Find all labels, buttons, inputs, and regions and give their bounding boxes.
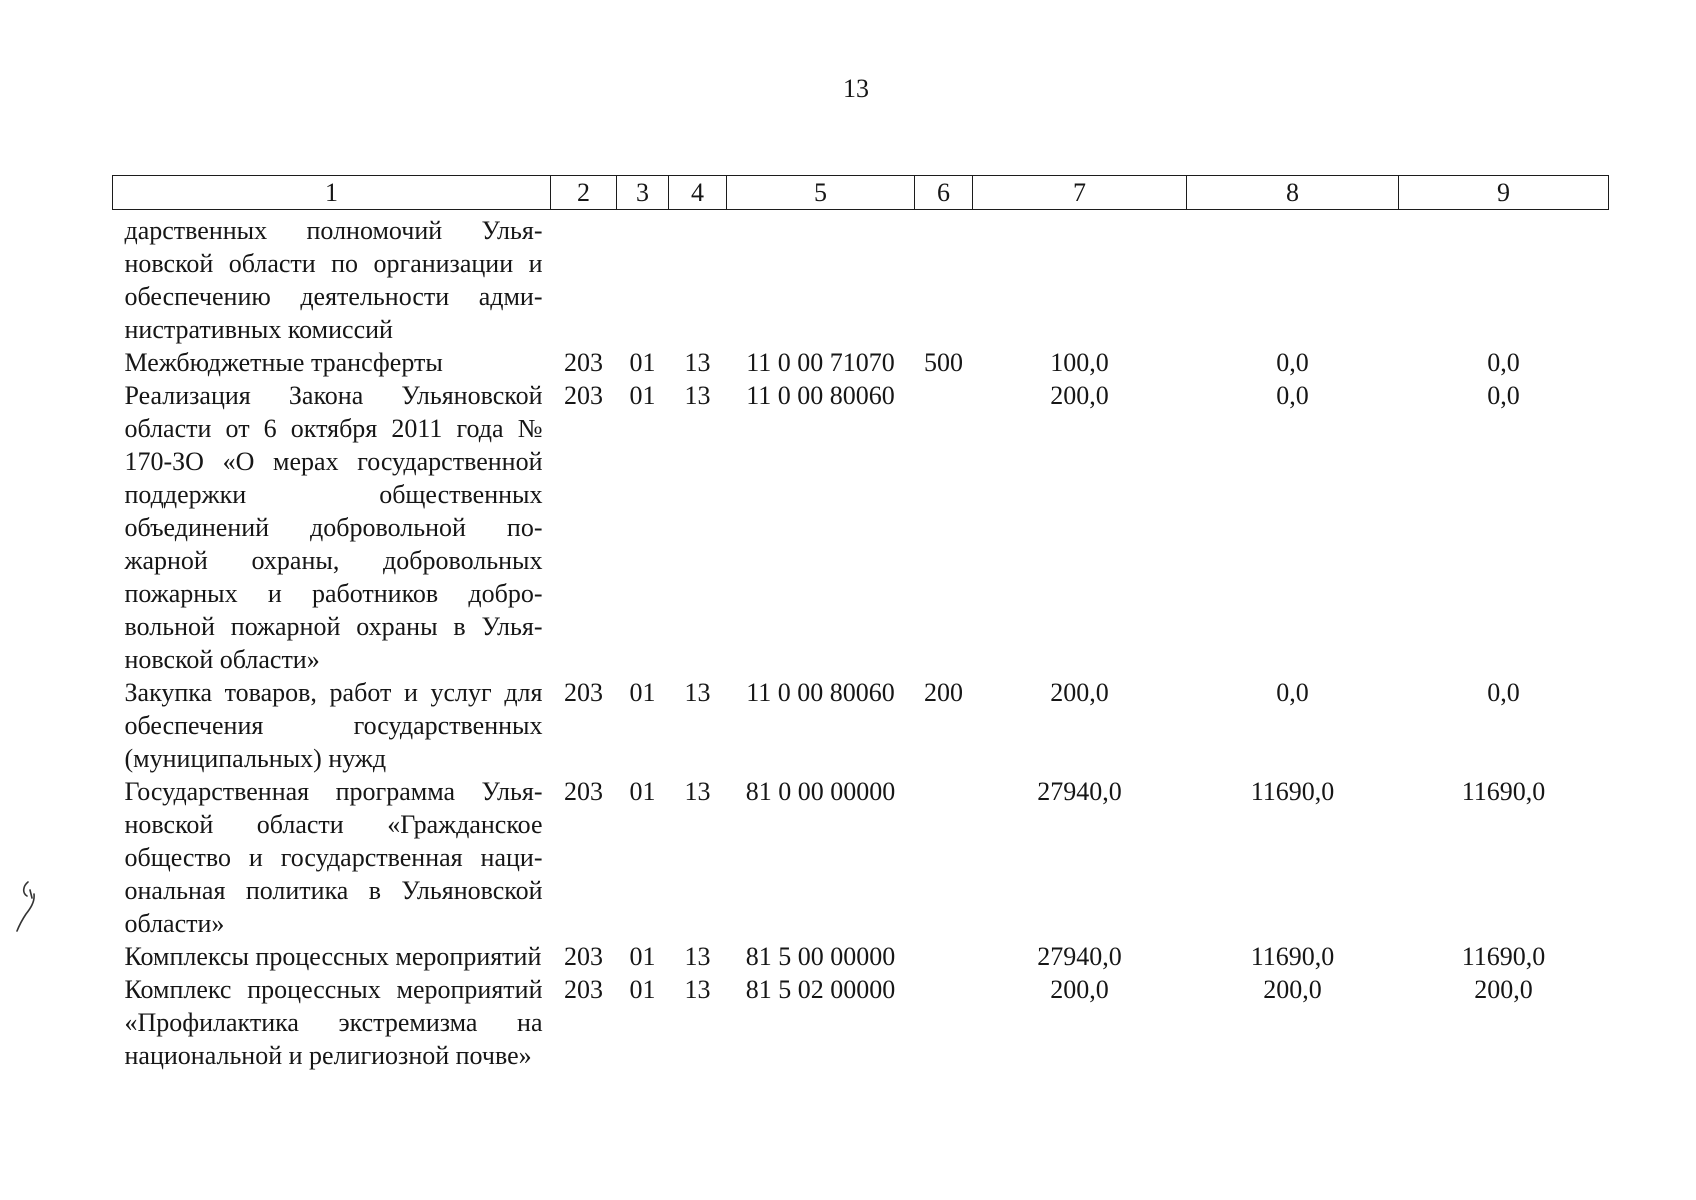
row-section-code: 01 <box>629 348 656 377</box>
row-amount-col7 <box>973 210 1187 347</box>
row-ministry-code: 203 <box>564 348 603 377</box>
table-row <box>113 973 1609 1072</box>
row-description: дарственных полномочий Ульяновской области по организации и обеспечению деятельности административных комиссий <box>124 216 543 344</box>
row-amount-col8: 11690,0 <box>1250 942 1335 971</box>
table-row <box>113 676 1609 775</box>
row-target-code: 81 0 00 00000 <box>745 777 896 806</box>
row-subsection-code: 13 <box>684 348 711 377</box>
row-amount-col7: 27940,0 <box>1037 942 1122 971</box>
row-expense-type-code: 200 <box>924 678 963 707</box>
row-target-code <box>727 210 915 347</box>
row-description: Реализация Закона Ульяновской области от 6 октября 2011 года № 170-ЗО «О мерах государственной поддержки общественных объединений добровольной пожарной охраны, добровольных пожарных и работников добровольной пожарной охраны в Ульяновской области» <box>124 381 543 674</box>
handwritten-margin-mark <box>14 876 44 936</box>
row-section-code <box>617 210 669 347</box>
row-amount-col8: 0,0 <box>1276 381 1309 410</box>
row-amount-col8: 200,0 <box>1263 975 1322 1004</box>
row-target-code: 11 0 00 80060 <box>746 381 895 410</box>
row-amount-col9: 11690,0 <box>1461 942 1546 971</box>
row-ministry-code: 203 <box>564 777 603 806</box>
row-amount-col7: 200,0 <box>1050 381 1109 410</box>
row-ministry-code: 203 <box>564 942 603 971</box>
row-amount-col8: 11690,0 <box>1250 777 1335 806</box>
row-ministry-code <box>551 210 617 347</box>
row-target-code: 81 5 00 00000 <box>745 942 896 971</box>
page-number: 13 <box>843 74 869 103</box>
row-subsection-code: 13 <box>684 975 711 1004</box>
row-section-code: 01 <box>629 975 656 1004</box>
row-expense-type-code <box>915 775 973 940</box>
row-subsection-code: 13 <box>684 678 711 707</box>
row-amount-col9 <box>1399 210 1609 347</box>
row-expense-type-code <box>915 940 973 973</box>
row-section-code: 01 <box>629 381 656 410</box>
column-header-2: 2 <box>551 176 617 210</box>
row-description: Закупка товаров, работ и услуг для обеспечения государственных (муниципальных) нужд <box>124 678 543 773</box>
row-amount-col9: 200,0 <box>1474 975 1533 1004</box>
row-target-code: 11 0 00 71070 <box>746 348 895 377</box>
table-row <box>113 940 1609 973</box>
row-subsection-code: 13 <box>684 942 711 971</box>
table-row <box>113 379 1609 676</box>
row-description: Комплекс процессных мероприятий «Профилактика экстремизма на национальной и религиозной почве» <box>124 975 543 1070</box>
row-subsection-code: 13 <box>684 381 711 410</box>
row-subsection-code <box>669 210 727 347</box>
budget-table-sheet <box>112 175 1608 1072</box>
row-amount-col8: 0,0 <box>1276 348 1309 377</box>
column-header-3: 3 <box>617 176 669 210</box>
row-amount-col9: 0,0 <box>1487 348 1520 377</box>
column-header-4: 4 <box>669 176 727 210</box>
row-expense-type-code <box>915 973 973 1072</box>
row-section-code: 01 <box>629 678 656 707</box>
row-target-code: 11 0 00 80060 <box>746 678 895 707</box>
header-row <box>113 176 1609 210</box>
row-expense-type-code: 500 <box>924 348 963 377</box>
row-subsection-code: 13 <box>684 777 711 806</box>
table-body <box>113 210 1609 1073</box>
budget-table <box>112 175 1609 1072</box>
row-section-code: 01 <box>629 942 656 971</box>
row-expense-type-code <box>915 210 973 347</box>
row-amount-col7: 200,0 <box>1050 678 1109 707</box>
row-amount-col7: 100,0 <box>1050 348 1109 377</box>
table-row <box>113 775 1609 940</box>
row-ministry-code: 203 <box>564 678 603 707</box>
column-header-9: 9 <box>1399 176 1609 210</box>
column-header-5: 5 <box>727 176 915 210</box>
row-amount-col8: 0,0 <box>1276 678 1309 707</box>
row-ministry-code: 203 <box>564 975 603 1004</box>
row-expense-type-code <box>915 379 973 676</box>
row-amount-col8 <box>1187 210 1399 347</box>
column-header-8: 8 <box>1187 176 1399 210</box>
column-header-1: 1 <box>113 176 551 210</box>
row-target-code: 81 5 02 00000 <box>745 975 896 1004</box>
table-row <box>113 210 1609 347</box>
row-amount-col7: 27940,0 <box>1037 777 1122 806</box>
row-section-code: 01 <box>629 777 656 806</box>
table-header <box>113 176 1609 210</box>
row-amount-col9: 0,0 <box>1487 381 1520 410</box>
row-amount-col9: 0,0 <box>1487 678 1520 707</box>
column-header-6: 6 <box>915 176 973 210</box>
row-amount-col9: 11690,0 <box>1461 777 1546 806</box>
row-ministry-code: 203 <box>564 381 603 410</box>
column-header-7: 7 <box>973 176 1187 210</box>
row-description: Комплексы процессных мероприятий <box>124 942 542 971</box>
table-row <box>113 346 1609 379</box>
row-description: Межбюджетные трансферты <box>124 348 443 377</box>
row-description: Государственная программа Ульяновской области «Гражданское общество и государственная национальная политика в Ульяновской области» <box>124 777 543 938</box>
row-amount-col7: 200,0 <box>1050 975 1109 1004</box>
